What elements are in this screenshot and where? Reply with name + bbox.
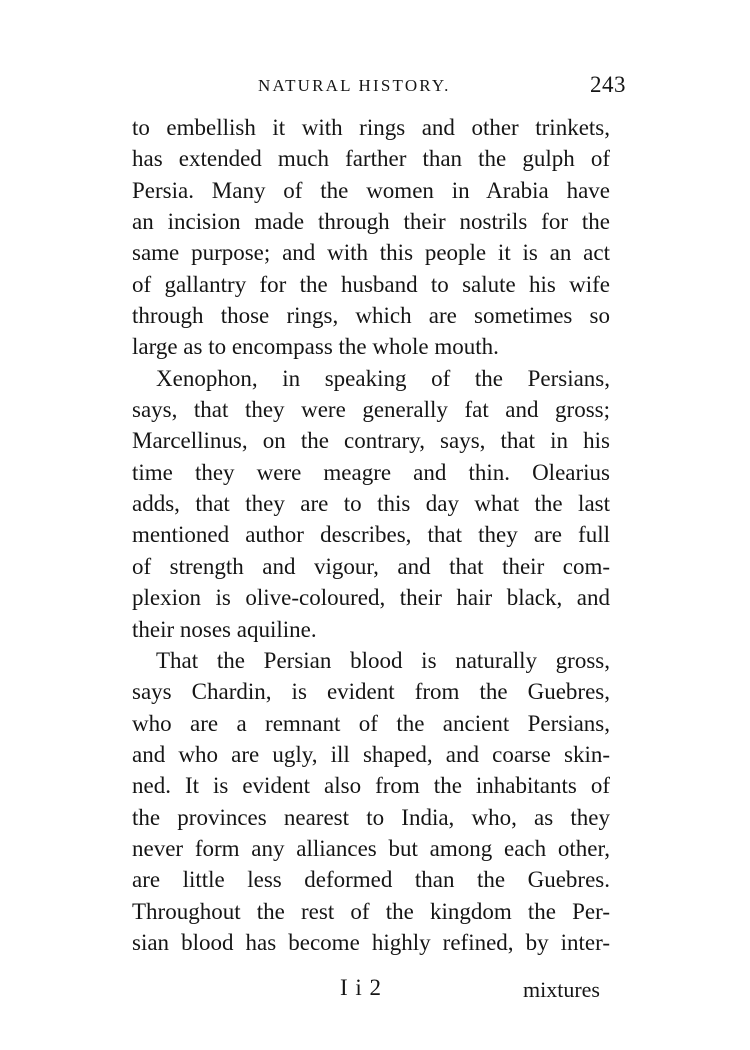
text-line: an incision made through their nostrils for the (132, 209, 610, 235)
text-line: to embellish it with rings and other trinkets, (132, 115, 610, 140)
text-line: time they were meagre and thin. Olearius (132, 459, 610, 485)
text-line: says, that they were generally fat and gross; (132, 397, 610, 423)
text-line: their noses aquiline. (132, 616, 317, 642)
text-line: That the Persian blood is naturally gross, (156, 647, 610, 673)
text-line: adds, that they are to this day what the last (132, 491, 610, 517)
text-line: sian blood has become highly refined, by inter- (132, 929, 610, 955)
page-footer (132, 975, 610, 1007)
text-line: are little less deformed than the Guebres. (132, 867, 610, 893)
text-line: says Chardin, is evident from the Guebres, (132, 679, 610, 705)
text-line: ned. It is evident also from the inhabitants of (132, 773, 610, 799)
text-line: of strength and vigour, and that their com- (132, 553, 610, 579)
text-line: of gallantry for the husband to salute his wife (132, 271, 610, 297)
text-line: same purpose; and with this people it is an act (132, 240, 610, 266)
text-line: the provinces nearest to India, who, as they (132, 804, 610, 830)
text-line: Throughout the rest of the kingdom the Per- (132, 898, 610, 924)
text-line: Persia. Many of the women in Arabia have (132, 177, 610, 203)
text-line: who are a remnant of the ancient Persians, (132, 710, 610, 736)
text-line: mentioned author describes, that they are full (132, 522, 610, 548)
text-line: has extended much farther than the gulph of (132, 146, 610, 172)
text-line: through those rings, which are sometimes so (132, 303, 610, 329)
text-line: plexion is olive-coloured, their hair black, and (132, 585, 610, 611)
text-line: large as to encompass the whole mouth. (132, 334, 499, 360)
running-title: NATURAL HISTORY. (258, 76, 451, 95)
text-line: Marcellinus, on the contrary, says, that in his (132, 428, 610, 454)
running-head (130, 72, 628, 102)
text-line: and who are ugly, ill shaped, and coarse skin- (132, 741, 610, 767)
body-text (132, 112, 610, 958)
text-line: Xenophon, in speaking of the Persians, (156, 365, 610, 391)
signature-mark: I i 2 (340, 975, 383, 1000)
catchword: mixtures (523, 977, 600, 1002)
page-number: 243 (590, 72, 626, 97)
text-line: never form any alliances but among each other, (132, 835, 610, 861)
